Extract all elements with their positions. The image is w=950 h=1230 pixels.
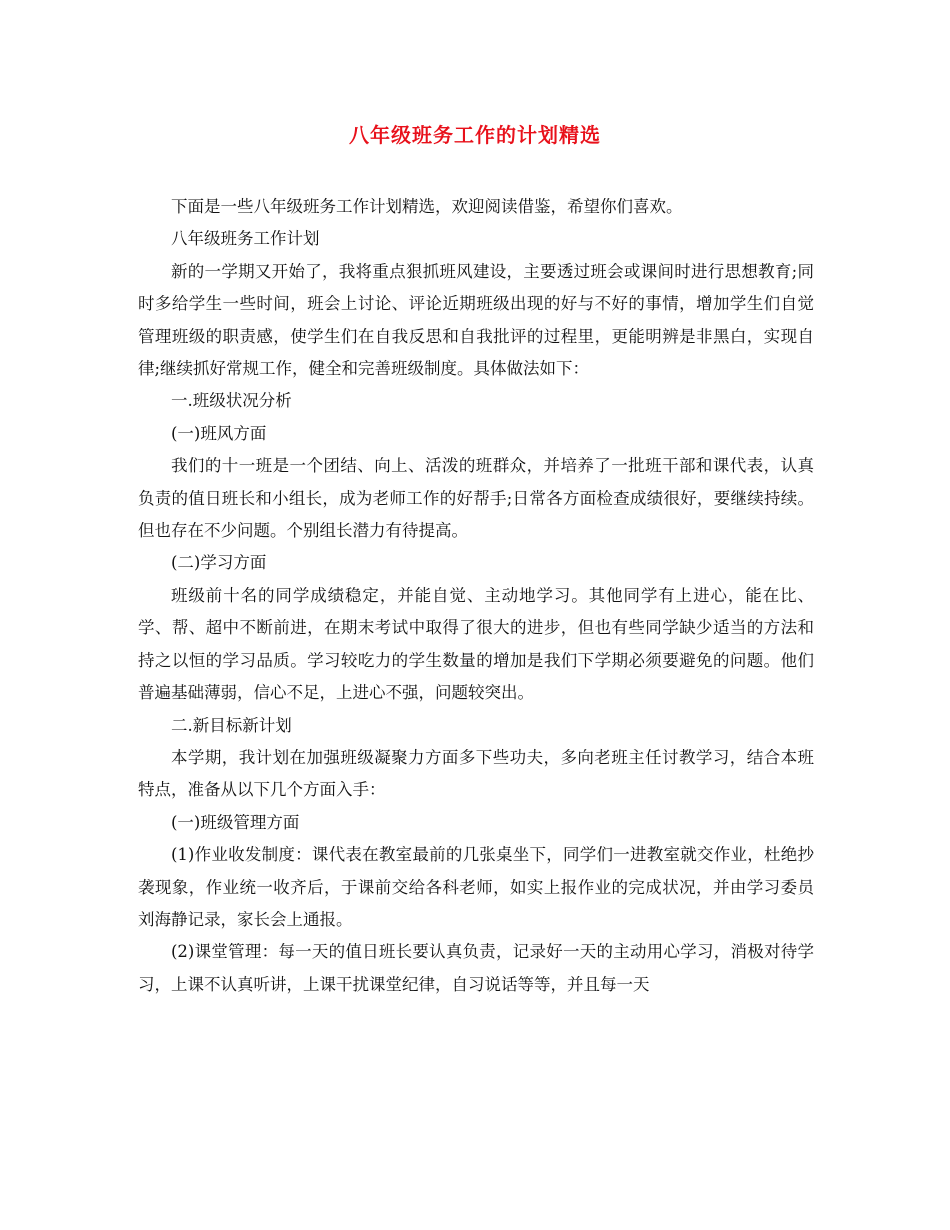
subsection-heading-management: (一)班级管理方面 <box>171 812 300 832</box>
plan-heading: 八年级班务工作计划 <box>171 229 320 249</box>
homework-rule-paragraph: (1)作业收发制度：课代表在教室最前的几张桌坐下，同学们一进教室就交作业，杜绝抄袭现象，作业统一收齐后，于课前交给各科老师，如实上报作业的完成状况，并由学习委员刘海静记录，家长会上通报。 <box>138 845 814 929</box>
opening-paragraph: 新的一学期又开始了，我将重点狠抓班风建设，主要透过班会或课间时进行思想教育;同时多给学生一些时间，班会上讨论、评论近期班级出现的好与不好的事情，增加学生们自觉管理班级的职责感，使学生们在自我反思和自我批评的过程里，更能明辨是非黑白，实现自律;继续抓好常规工作，健全和完善班级制度。具体做法如下： <box>138 261 814 379</box>
class-spirit-paragraph: 我们的十一班是一个团结、向上、活泼的班群众，并培养了一批班干部和课代表，认真负责的值日班长和小组长，成为老师工作的好帮手;日常各方面检查成绩很好，要继续持续。但也存在不少问题。个别组长潜力有待提高。 <box>138 456 814 541</box>
study-paragraph: 班级前十名的同学成绩稳定，并能自觉、主动地学习。其他同学有上进心，能在比、学、帮、超中不断前进，在期末考试中取得了很大的进步，但也有些同学缺少适当的方法和持之以恒的学习品质。学习较吃力的学生数量的增加是我们下学期必须要避免的问题。他们普遍基础薄弱，信心不足，上进心不强，问题较突出。 <box>138 585 814 703</box>
document-title: 八年级班务工作的计划精选 <box>349 123 601 147</box>
section-heading-2: 二.新目标新计划 <box>171 715 292 735</box>
subsection-heading-class-spirit: (一)班风方面 <box>171 423 267 443</box>
section-heading-1: 一.班级状况分析 <box>171 391 292 411</box>
subsection-heading-study: (二)学习方面 <box>171 553 267 573</box>
new-plan-paragraph: 本学期，我计划在加强班级凝聚力方面多下些功夫，多向老班主任讨教学习，结合本班特点，准备从以下几个方面入手： <box>138 747 814 800</box>
document-body <box>138 191 814 1001</box>
classroom-rule-paragraph: (2)课堂管理：每一天的值日班长要认真负责，记录好一天的主动用心学习，消极对待学习，上课不认真听讲，上课干扰课堂纪律，自习说话等等，并且每一天 <box>138 942 814 994</box>
intro-paragraph: 下面是一些八年级班务工作计划精选，欢迎阅读借鉴，希望你们喜欢。 <box>171 197 683 216</box>
